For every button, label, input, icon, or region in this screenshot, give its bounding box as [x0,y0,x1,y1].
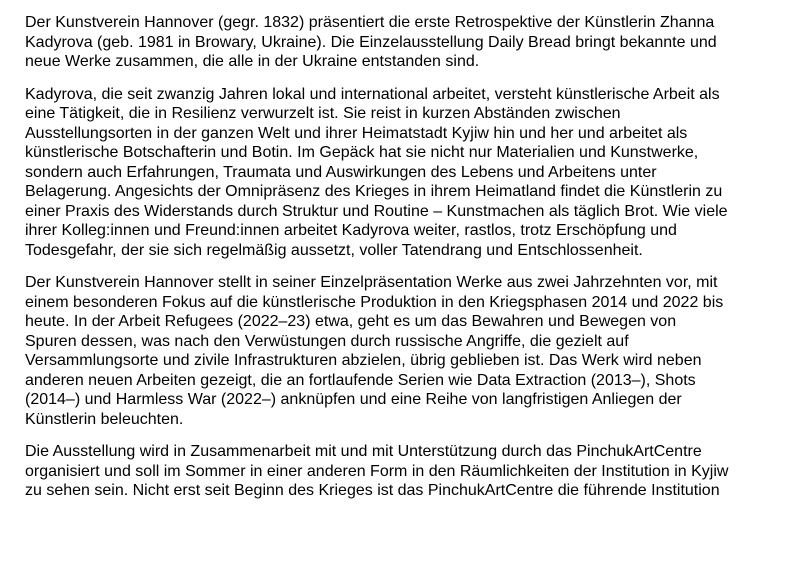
paragraph-cooperation: Die Ausstellung wird in Zusammenarbeit mit und mit Unterstützung durch das PinchukArtCentre organisiert und soll im Sommer in einer anderen Form in den Räumlichkeiten der Institution in Kyjiw zu sehen sein. Nicht erst seit Beginn des Krieges ist das PinchukArtCentre die führende Institution [25,443,729,499]
paragraph-intro: Der Kunstverein Hannover (gegr. 1832) präsentiert die erste Retrospektive der Künstlerin Zhanna Kadyrova (geb. 1981 in Browary, Ukraine). Die Einzelausstellung Daily Bread bringt bekannte und neue Werke zusammen, die alle in der Ukraine entstanden sind. [25,14,717,70]
paragraph-artist-practice: Kadyrova, die seit zwanzig Jahren lokal und international arbeitet, versteht künstlerische Arbeit als eine Tätigkeit, die in Resilienz verwurzelt ist. Sie reist in kurzen Abständen zwischen Ausstellungsorten in der ganzen Welt und ihrer Heimatstadt Kyjiw hin und her und arbeitet als künstlerische Botschafterin und Botin. Im Gepäck hat sie nicht nur Materialien und Kunstwerke, sondern auch Erfahrungen, Traumata und Auswirkungen des Lebens und Arbeitens unter Belagerung. Angesichts der Omnipräsenz des Krieges in ihrem Heimatland findet die Künstlerin zu einer Praxis des Widerstands durch Struktur und Routine – Kunstmachen als täglich Brot. Wie viele ihrer Kolleg:innen und Freund:innen arbeitet Kadyrova weiter, rastlos, trotz Erschöpfung und Todesgefahr, der sie sich regelmäßig aussetzt, voller Tatendrang und Entschlossenheit. [25,85,728,259]
document-page [25,13,785,514]
paragraph-exhibition-works: Der Kunstverein Hannover stellt in seiner Einzelpräsentation Werke aus zwei Jahrzehnten vor, mit einem besonderen Fokus auf die künstlerische Produktion in den Kriegsphasen 2014 und 2022 bis heute. In der Arbeit Refugees (2022–23) etwa, geht es um das Bewahren und Bewegen von Spuren dessen, was nach den Verwüstungen durch russische Angriffe, die gezielt auf Versammlungsorte und zivile Infrastrukturen abzielen, übrig geblieben ist. Das Werk wird neben anderen neuen Arbeiten gezeigt, die an fortlaufende Serien wie Data Extraction (2013–), Shots (2014–) und Harmless War (2022–) anknüpfen und eine Reihe von langfristigen Anliegen der Künstlerin beleuchten. [25,274,724,428]
